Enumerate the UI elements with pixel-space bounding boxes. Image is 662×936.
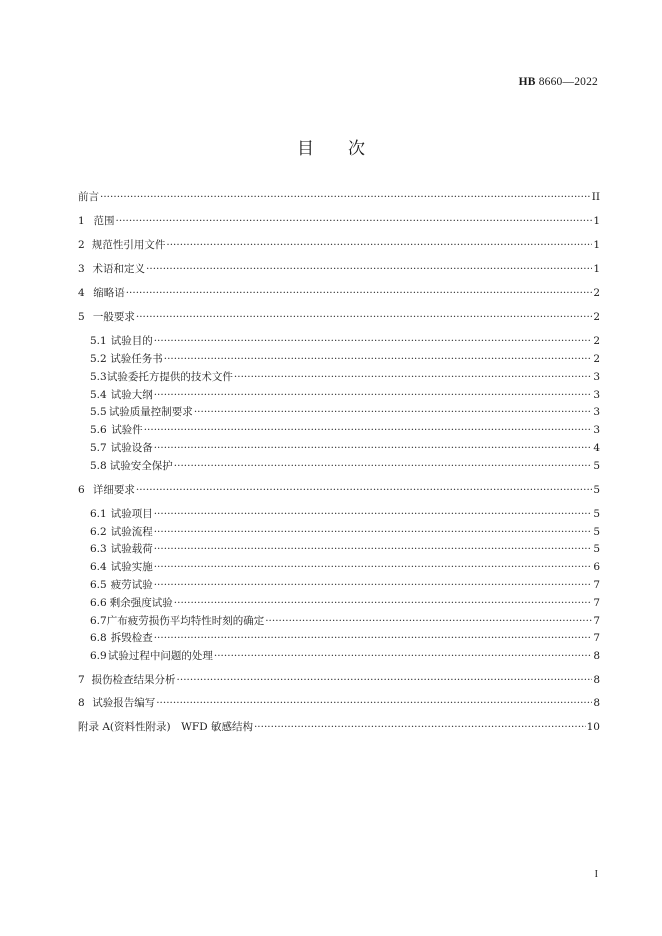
footer-page-number: I: [594, 869, 598, 880]
toc-leader-dots: [100, 190, 591, 204]
toc-entry[interactable]: [90, 405, 600, 419]
toc-entry[interactable]: [78, 310, 600, 324]
toc-entry-page: 10: [586, 721, 600, 733]
toc-leader-dots: [214, 649, 592, 663]
toc-entry-page: 3: [593, 371, 600, 383]
toc-entry-page: 5: [593, 526, 600, 538]
toc-entry[interactable]: [78, 262, 600, 276]
toc-entry[interactable]: [90, 388, 600, 402]
toc-entry-number: 6.4: [90, 561, 107, 573]
toc-entry-label: 试验大纲: [110, 389, 153, 401]
toc-entry-page: 7: [593, 597, 600, 609]
toc-leader-dots: [164, 352, 593, 366]
toc-entry[interactable]: [78, 720, 600, 734]
toc-entry[interactable]: [78, 286, 600, 300]
toc-entry-label: 试验安全保护: [109, 460, 173, 472]
toc-entry-label: 缩略语: [93, 287, 125, 299]
toc-entry-page: II: [591, 191, 600, 203]
toc-leader-dots: [174, 596, 593, 610]
toc-entry[interactable]: [78, 483, 600, 497]
toc-entry-label: 范围: [93, 215, 115, 227]
toc-entry[interactable]: [90, 370, 600, 384]
toc-entry-label: 广布疲劳损伤平均特性时刻的确定: [106, 615, 265, 627]
toc-entry-number: 6.3: [90, 543, 107, 555]
toc-entry-number: 5.8: [90, 460, 107, 472]
toc-entry-number: 6.1: [90, 508, 107, 520]
toc-entry-label: 试验任务书: [110, 353, 163, 365]
toc-entry-number: 5.4: [90, 389, 107, 401]
toc-leader-dots: [116, 214, 593, 228]
toc-entry[interactable]: [78, 190, 600, 204]
toc-leader-dots: [154, 560, 593, 574]
toc-entry-number: 5.6: [90, 424, 107, 436]
toc-entry-number: 6.5: [90, 579, 107, 591]
toc-entry-page: 5: [593, 543, 600, 555]
toc-leader-dots: [126, 286, 593, 300]
toc-entry-label: 试验件: [111, 424, 143, 436]
toc-entry-page: 7: [593, 615, 600, 627]
toc-entry-number: 4: [78, 287, 85, 299]
toc-entry[interactable]: [90, 649, 600, 663]
toc-entry-label: 试验目的: [110, 335, 153, 347]
toc-leader-dots: [154, 631, 593, 645]
toc-leader-dots: [154, 507, 593, 521]
toc-entry-page: 5: [593, 484, 600, 496]
toc-entry-label: 术语和定义: [92, 263, 146, 275]
toc-entry-label: 附录 A(资料性附录) WFD 敏感结构: [78, 721, 253, 733]
toc-entry-page: 2: [593, 335, 600, 347]
toc-entry-page: 4: [593, 442, 600, 454]
toc-entry-number: 3: [78, 263, 85, 275]
toc-entry-number: 5: [78, 311, 85, 323]
toc-entry-page: 1: [593, 215, 600, 227]
toc-entry-label: 试验报告编写: [92, 697, 156, 709]
toc-entry-page: 8: [593, 697, 600, 709]
toc-entry-number: 2: [78, 239, 85, 251]
toc-leader-dots: [265, 614, 592, 628]
toc-leader-dots: [154, 578, 593, 592]
toc-entry[interactable]: [78, 214, 600, 228]
toc-entry-page: 2: [593, 311, 600, 323]
toc-leader-dots: [154, 525, 593, 539]
toc-entry-label: 前言: [78, 191, 99, 203]
toc-entry-page: 3: [593, 406, 600, 418]
page-title: 目次: [297, 139, 399, 159]
toc-entry-page: 1: [593, 263, 600, 275]
toc-leader-dots: [144, 423, 593, 437]
toc-entry-number: 6: [78, 484, 85, 496]
toc-entry[interactable]: [90, 525, 600, 539]
standard-number: 8660—2022: [535, 76, 598, 88]
toc-leader-dots: [156, 696, 592, 710]
toc-entry-number: 6.9: [90, 650, 107, 662]
toc-entry-page: 3: [593, 424, 600, 436]
toc-entry-page: 7: [593, 579, 600, 591]
toc-leader-dots: [194, 405, 593, 419]
toc-entry-label: 试验质量控制要求: [108, 406, 193, 418]
toc-entry-label: 剩余强度试验: [109, 597, 173, 609]
toc-entry[interactable]: [90, 596, 600, 610]
toc-entry-number: 5.3: [90, 371, 107, 383]
toc-entry-label: 试验项目: [110, 508, 153, 520]
header-standard-code: [519, 76, 598, 88]
toc-entry-number: 6.2: [90, 526, 107, 538]
toc-entry[interactable]: [90, 441, 600, 455]
toc-entry[interactable]: [90, 507, 600, 521]
toc-entry-number: 6.6: [90, 597, 107, 609]
toc-entry[interactable]: [90, 423, 600, 437]
toc-entry-page: 1: [593, 239, 600, 251]
toc-entry-number: 7: [78, 674, 85, 686]
toc-entry-label: 试验载荷: [110, 543, 153, 555]
toc-leader-dots: [136, 483, 592, 497]
toc-entry-label: 试验实施: [110, 561, 153, 573]
toc-leader-dots: [234, 370, 592, 384]
toc-leader-dots: [254, 720, 586, 734]
toc-entry-label: 详细要求: [92, 484, 135, 496]
toc-leader-dots: [174, 459, 593, 473]
toc-entry-label: 试验过程中问题的处理: [107, 650, 213, 662]
toc-leader-dots: [166, 238, 592, 252]
toc-entry-label: 一般要求: [92, 311, 135, 323]
toc-entry-page: 6: [593, 561, 600, 573]
toc-entry-number: 6.7: [90, 615, 107, 627]
toc-entry[interactable]: [78, 673, 600, 687]
toc-leader-dots: [154, 542, 593, 556]
toc-entry-label: 疲劳试验: [110, 579, 153, 591]
toc-entry-number: 5.5: [90, 406, 107, 418]
toc-entry[interactable]: [90, 542, 600, 556]
toc-entry[interactable]: [90, 459, 600, 473]
toc-entry-page: 8: [593, 650, 600, 662]
toc-entry-label: 试验设备: [110, 442, 153, 454]
toc-entry-page: 2: [593, 353, 600, 365]
toc-entry[interactable]: [90, 578, 600, 592]
toc-entry-number: 5.1: [90, 335, 107, 347]
toc-entry-page: 7: [593, 632, 600, 644]
toc-entry[interactable]: [78, 238, 600, 252]
toc-entry[interactable]: [90, 352, 600, 366]
toc-entry[interactable]: [90, 631, 600, 645]
toc-entry-number: 5.2: [90, 353, 107, 365]
toc-leader-dots: [154, 334, 593, 348]
toc-entry-page: 5: [593, 460, 600, 472]
toc-leader-dots: [154, 388, 593, 402]
toc-entry-label: 损伤检查结果分析: [91, 674, 176, 686]
toc-entry[interactable]: [78, 696, 600, 710]
toc-entry-label: 拆毁检查: [110, 632, 153, 644]
toc-entry-number: 6.8: [90, 632, 107, 644]
toc-entry-number: 8: [78, 697, 85, 709]
standard-prefix: HB: [518, 76, 536, 88]
toc-leader-dots: [146, 262, 592, 276]
toc-entry-page: 5: [593, 508, 600, 520]
toc-entry[interactable]: [90, 614, 600, 628]
toc-leader-dots: [136, 310, 592, 324]
toc-leader-dots: [177, 673, 593, 687]
toc-entry[interactable]: [90, 560, 600, 574]
toc-entry-number: 1: [78, 215, 85, 227]
toc-entry-label: 试验委托方提供的技术文件: [106, 371, 233, 383]
toc-leader-dots: [154, 441, 593, 455]
toc-entry-page: 2: [593, 287, 600, 299]
toc-entry-label: 规范性引用文件: [91, 239, 166, 251]
toc-entry[interactable]: [90, 334, 600, 348]
toc-entry-label: 试验流程: [110, 526, 153, 538]
toc-entry-page: 8: [593, 674, 600, 686]
toc-entry-page: 3: [593, 389, 600, 401]
toc-entry-number: 5.7: [90, 442, 107, 454]
